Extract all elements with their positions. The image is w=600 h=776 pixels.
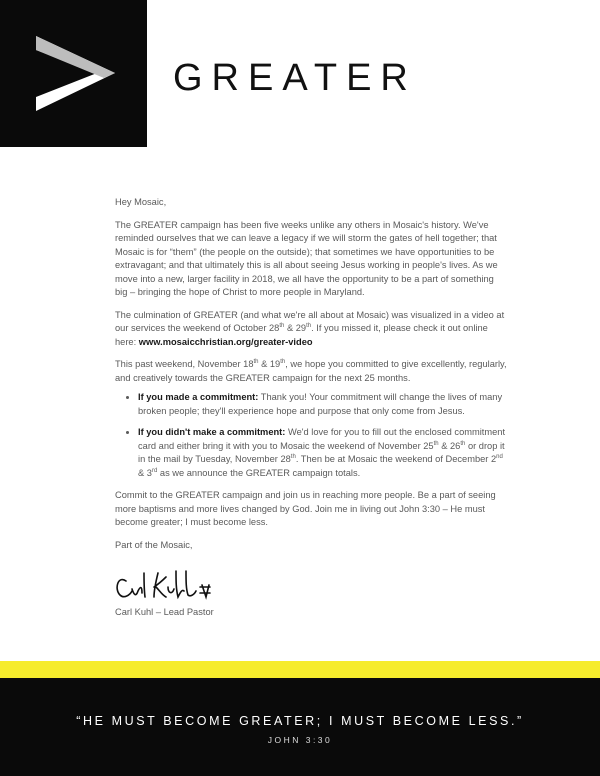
commitment-list [115, 391, 507, 480]
paragraph-3: This past weekend, November 18th & 19th, we hope you committed to give excellently, regularly, and creatively towards the GREATER campaign for the next 25 months. [115, 358, 507, 383]
paragraph-2: The culmination of GREATER (and what we're all about at Mosaic) was visualized in a video at our services the weekend of October 28th & 29th. If you missed it, please check it out online here: www.mosaicchristian.org/greater-video [115, 309, 505, 347]
paragraph-4: Commit to the GREATER campaign and join us in reaching more people. Be a part of seeing more baptisms and more lives changed by God. Join me in living out John 3:30 – He must become greater; I must become less. [115, 490, 496, 527]
closing: Part of the Mosaic, [115, 539, 193, 550]
chevron-right-icon [0, 0, 147, 147]
footer-banner [0, 678, 600, 776]
footer-verse: JOHN 3:30 [267, 735, 333, 745]
brand-title: GREATER [173, 57, 417, 99]
paragraph-1: The GREATER campaign has been five weeks unlike any others in Mosaic's history. We've reminded ourselves that we can leave a legacy if we will storm the gates of hell together; that Mosaic is for “them” (the people on the outside); that sometimes we have opportunities to be extravagant; and that ultimately this is all about seeing Jesus working in people's lives. As we move into a new, larger facility in 2018, we all have the opportunity to be a part of something big – bringing the hope of Christ to more people in Maryland. [115, 219, 498, 297]
list-item: If you didn't make a commitment: We'd love for you to fill out the enclosed commitment card and either bring it with you to Mosaic the weekend of November 25th & 26th or drop it in the mail by Tuesday, November 28th. Then be at Mosaic the weekend of December 2nd & 3rd as we announce the GREATER campaign totals. [138, 426, 507, 480]
accent-bar [0, 661, 600, 678]
footer-quote: “HE MUST BECOME GREATER; I MUST BECOME LESS.” [76, 714, 524, 728]
list-item: If you made a commitment: Thank you! Your commitment will change the lives of many broken people; they'll experience hope and purpose that only come from Jesus. [138, 391, 507, 418]
video-link[interactable]: www.mosaicchristian.org/greater-video [138, 336, 313, 347]
letter-body [115, 196, 507, 561]
logo-block [0, 0, 147, 147]
signer-name: Carl Kuhl – Lead Pastor [115, 607, 214, 617]
signature-image [114, 567, 234, 607]
greeting: Hey Mosaic, [115, 197, 167, 207]
